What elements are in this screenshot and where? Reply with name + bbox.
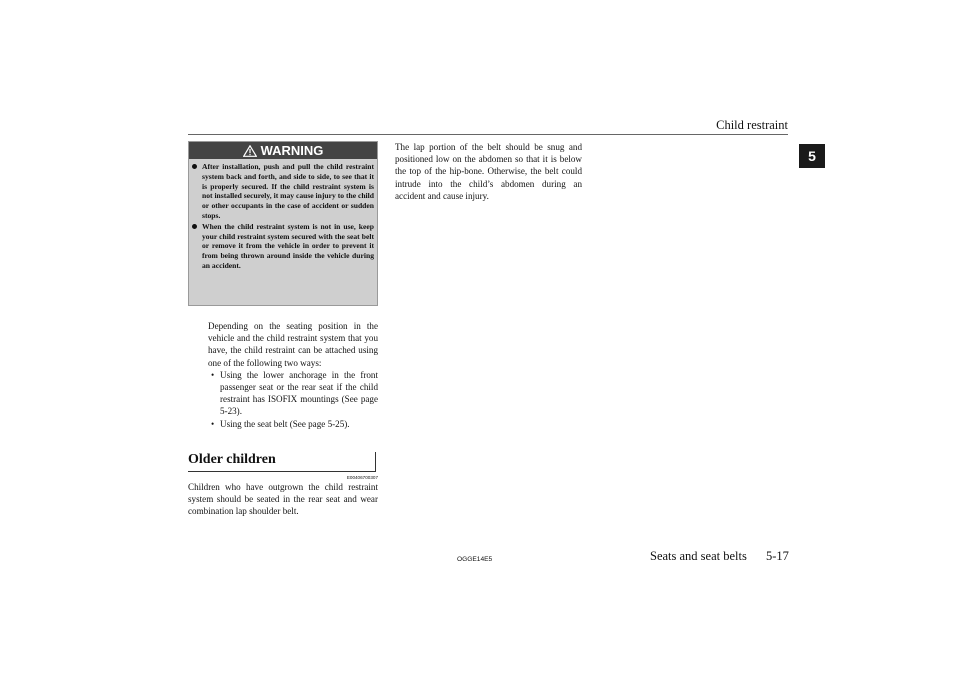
header-rule	[188, 134, 788, 135]
footer-section-title: Seats and seat belts	[650, 549, 747, 563]
intro-paragraph: Depending on the seating position in the vehicle and the child restraint system that you have, the child restraint can be attached using one of the following two ways: • Using the lower anchorage in the front passenger seat or the rear seat if the child restraint has ISOFIX mountings (See page 5-23). • Using the seat belt (See page 5-25).	[208, 321, 378, 429]
warning-title: WARNING	[260, 143, 324, 158]
bullet-icon: •	[211, 418, 215, 429]
warning-item: After installation, push and pull the child restraint system back and forth, and side to side, to see that it is properly secured. If the child restraint system is not installed securely, it may cause injury to the child or other occupants in the case of accident or sudden stops.	[192, 162, 374, 221]
warning-triangle-icon	[243, 145, 257, 157]
chapter-tab: 5	[799, 144, 825, 168]
bullet-icon	[192, 164, 197, 169]
lap-belt-paragraph: The lap portion of the belt should be snug and positioned low on the abdomen so that it is below the top of the hip-bone. Otherwise, the belt could intrude into the child’s abdomen during an accident and cause injury.	[395, 142, 582, 201]
running-header: Child restraint	[716, 118, 788, 132]
warning-list	[192, 162, 374, 271]
list-item: • Using the lower anchorage in the front passenger seat or the rear seat if the child restraint has ISOFIX mountings (See page 5-23).	[211, 369, 378, 417]
section-heading: Older children	[188, 452, 376, 472]
warning-item: When the child restraint system is not in use, keep your child restraint system secured with the seat belt or remove it from the vehicle in order to prevent it from being thrown around inside the vehicle during an accident.	[192, 222, 374, 271]
older-children-paragraph: Children who have outgrown the child restraint system should be seated in the rear seat and wear combination lap shoulder belt.	[188, 482, 378, 517]
bullet-icon	[192, 224, 197, 229]
page-number: 5-17	[766, 549, 789, 563]
section-code: E00406700307	[346, 475, 378, 480]
attachment-methods-list	[208, 369, 378, 430]
warning-header	[189, 142, 377, 159]
warning-box	[188, 141, 378, 306]
footer-code: OGGE14E5	[457, 556, 493, 563]
bullet-icon: •	[211, 369, 215, 380]
list-item: • Using the seat belt (See page 5-25).	[211, 418, 350, 429]
